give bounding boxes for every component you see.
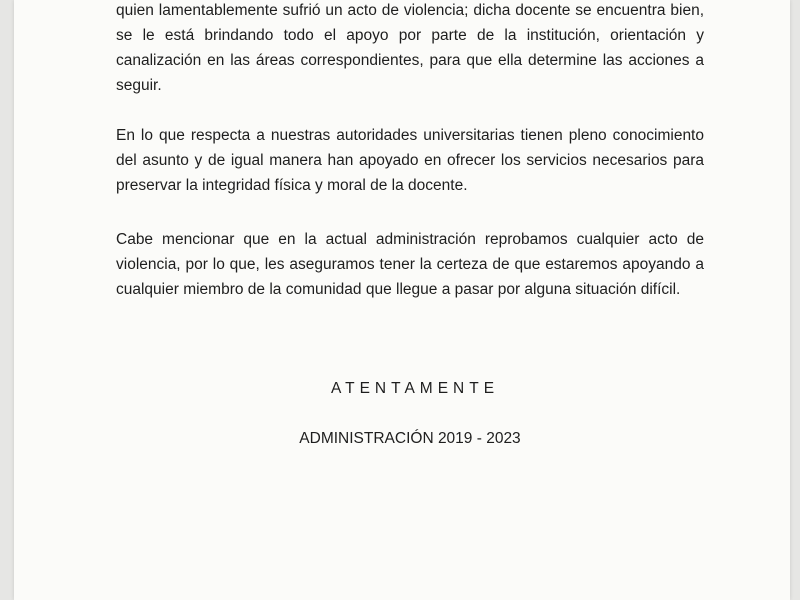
paragraph-2: En lo que respecta a nuestras autoridades universitarias tienen pleno conocimiento del asunto y de igual manera han apoyado en ofrecer los servicios necesarios para preservar la integridad física y moral de la docente.	[116, 127, 704, 194]
paragraph-1: quien lamentablemente sufrió un acto de violencia; dicha docente se encuentra bien, se le está brindando todo el apoyo por parte de la institución, orientación y canalización en las áreas correspondientes, para que ella determine las acciones a seguir.	[116, 2, 704, 94]
paragraph-3: Cabe mencionar que en la actual administración reprobamos cualquier acto de violencia, por lo que, les aseguramos tener la certeza de que estaremos apoyando a cualquier miembro de la comunidad que llegue a pasar por alguna situación difícil.	[116, 231, 704, 298]
document-page	[14, 0, 790, 600]
signature-administration: ADMINISTRACIÓN 2019 - 2023	[299, 430, 521, 447]
closing-salutation: ATENTAMENTE	[330, 380, 500, 397]
